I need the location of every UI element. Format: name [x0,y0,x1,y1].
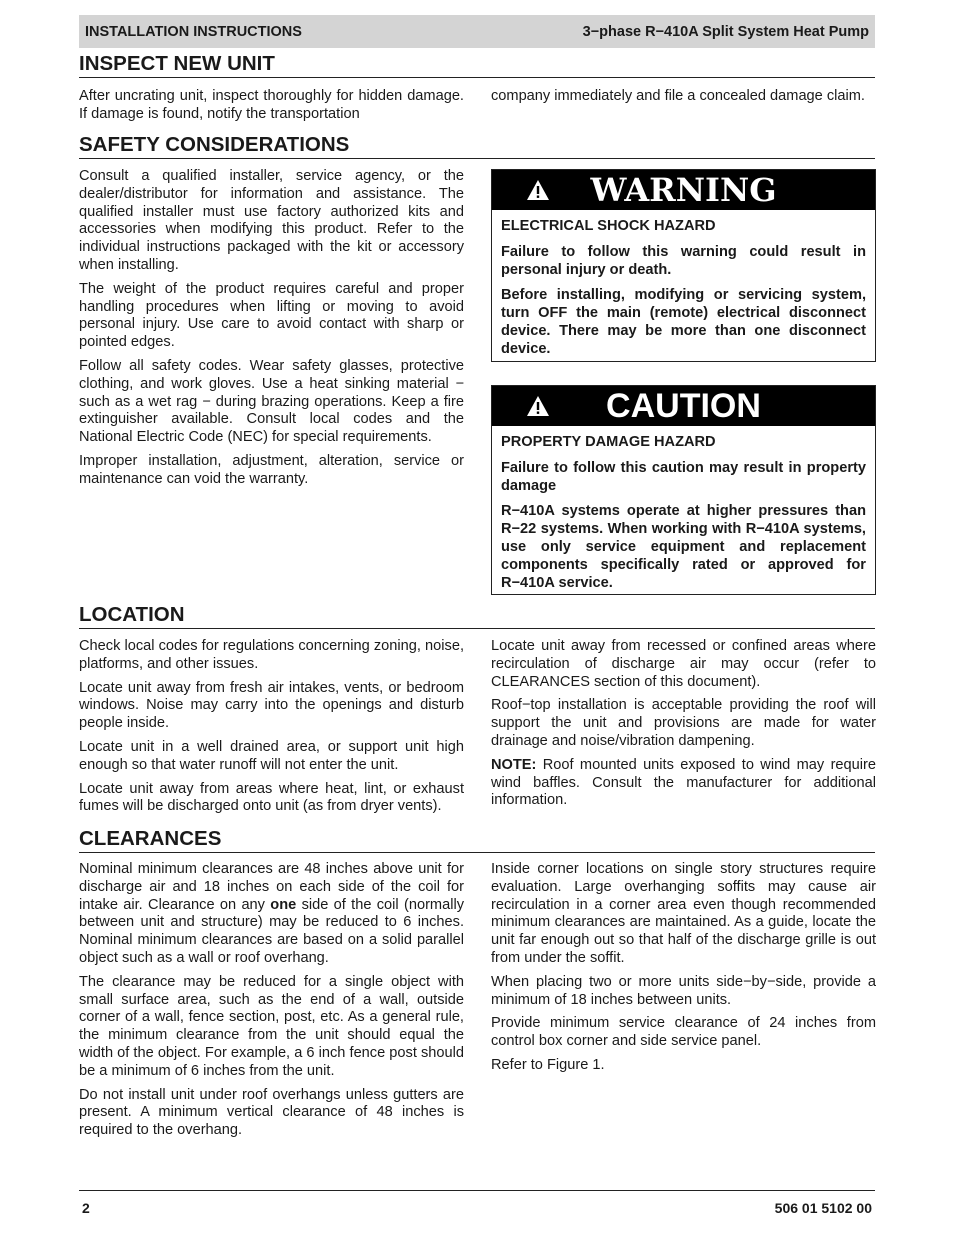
location-right-col [491,638,876,816]
clearances-paragraph: When placing two or more units side−by−side, provide a minimum of 18 inches between units. [491,973,876,1008]
warning-hazard: ELECTRICAL SHOCK HAZARD [501,218,716,234]
clearances-title: CLEARANCES [79,828,875,853]
warning-label: WARNING [590,171,777,209]
header-bar [79,15,875,48]
inspect-text-left: After uncrating unit, inspect thoroughly for hidden damage. If damage is found, notify the transportation [79,88,464,122]
clearances-paragraph: Do not install unit under roof overhangs unless gutters are present. A minimum vertical clearance of 48 inches is required to the overhang. [79,1086,464,1139]
clearances-paragraph: The clearance may be reduced for a single object with small surface area, such as the end of a wall, outside corner of a wall, fence section, post, etc. As a general rule, the minimum clearance from the unit should equal the width of the object. For example, a 6 inch fence post should be a minimum of 6 inches from the unit. [79,973,464,1079]
safety-title: SAFETY CONSIDERATIONS [79,134,875,159]
note-text: Roof mounted units exposed to wind may require wind baffles. Consult the manufacturer for additional information. [491,756,876,809]
safety-paragraph: The weight of the product requires careful and proper handling procedures when lifting or moving to avoid personal injury. Use care to avoid contact with sharp or pointed edges. [79,280,464,351]
caution-label: CAUTION [606,387,761,425]
location-paragraph: Check local codes for regulations concerning zoning, noise, platforms, and other issues. [79,638,464,672]
warning-text: Failure to follow this warning could result in personal injury or death. [501,243,866,278]
inspect-right-col [491,88,876,112]
clearances-left-col [79,861,464,1146]
caution-body [492,426,875,602]
safety-paragraph: Follow all safety codes. Wear safety glasses, protective clothing, and work gloves. Use a heat sinking material − such as a wet rag − during brazing operations. Keep a fire extinguisher available. Consult local codes and the National Electric Code (NEC) for special requirements. [79,357,464,446]
location-paragraph: Roof−top installation is acceptable providing the roof will support the unit and provisions are made for water drainage and noise/vibration dampening. [491,697,876,749]
note-label: NOTE: [491,756,537,773]
safety-col [79,168,464,495]
clearances-paragraph [79,861,464,968]
page-number: 2 [82,1200,90,1216]
footer-divider [79,1190,875,1191]
warning-body [492,210,875,369]
location-paragraph: Locate unit away from recessed or confined areas where recirculation of discharge air may occur (refer to CLEARANCES section of this document). [491,638,876,690]
document-number: 506 01 5102 00 [774,1200,872,1216]
clearances-text: Nominal minimum clearances are 48 inches above unit for discharge air and 18 inches on each side of the coil for intake air. Clearance on any [79,861,464,913]
location-paragraph: Locate unit away from areas where heat, lint, or exhaust fumes will be discharged onto unit (as from dryer vents). [79,780,464,815]
caution-text: Failure to follow this caution may result in property damage [501,459,866,494]
location-title: LOCATION [79,604,875,629]
inspect-title: INSPECT NEW UNIT [79,53,875,78]
location-note [491,757,876,810]
location-paragraph: Locate unit in a well drained area, or support unit high enough so that water runoff will not enter the unit. [79,738,464,773]
safety-paragraph: Consult a qualified installer, service agency, or the dealer/distributor for information and assistance. The qualified installer must use factory authorized kits and accessories when modifying this product. Refer to the individual instructions packaged with the kit or accessory when installing. [79,168,464,273]
clearances-paragraph: Inside corner locations on single story structures require evaluation. Large overhanging soffits may cause air recirculation in a corner area even though recommended minimum clearances are maintained. As a guide, locate the unit far enough out so that half of the discharge grille is out from under the soffit. [491,861,876,966]
inspect-text-right: company immediately and file a concealed damage claim. [491,88,865,104]
clearances-paragraph: Provide minimum service clearance of 24 inches from control box corner and side service panel. [491,1015,876,1050]
caution-header [492,386,875,426]
warning-box [491,169,876,362]
header-left: INSTALLATION INSTRUCTIONS [85,23,302,40]
warning-header [492,170,875,210]
warning-text: Before installing, modifying or servicing system, turn OFF the main (remote) electrical disconnect device. There may be more than one disconnect device. [501,287,866,357]
location-left-col [79,638,464,822]
location-paragraph: Locate unit away from fresh air intakes, vents, or bedroom windows. Noise may carry into the openings and disturb people inside. [79,679,464,732]
clearances-emphasis: one [270,896,297,913]
caution-box [491,385,876,595]
clearances-right-col [491,861,876,1081]
header-right: 3−phase R−410A Split System Heat Pump [582,23,869,40]
clearances-paragraph: Refer to Figure 1. [491,1056,605,1073]
safety-paragraph: Improper installation, adjustment, alteration, service or maintenance can void the warranty. [79,452,464,487]
clearances-text: side of the coil (normally between unit and structure) may be reduced to 6 inches. Nominal minimum clearances are based on a solid parallel object such as a wall or roof overhang. [79,896,464,966]
caution-hazard: PROPERTY DAMAGE HAZARD [501,434,716,450]
inspect-left-col [79,88,464,130]
caution-text: R−410A systems operate at higher pressures than R−22 systems. When working with R−410A systems, use only service equipment and replacement components specifically rated or approved for R−410A service. [501,503,866,591]
